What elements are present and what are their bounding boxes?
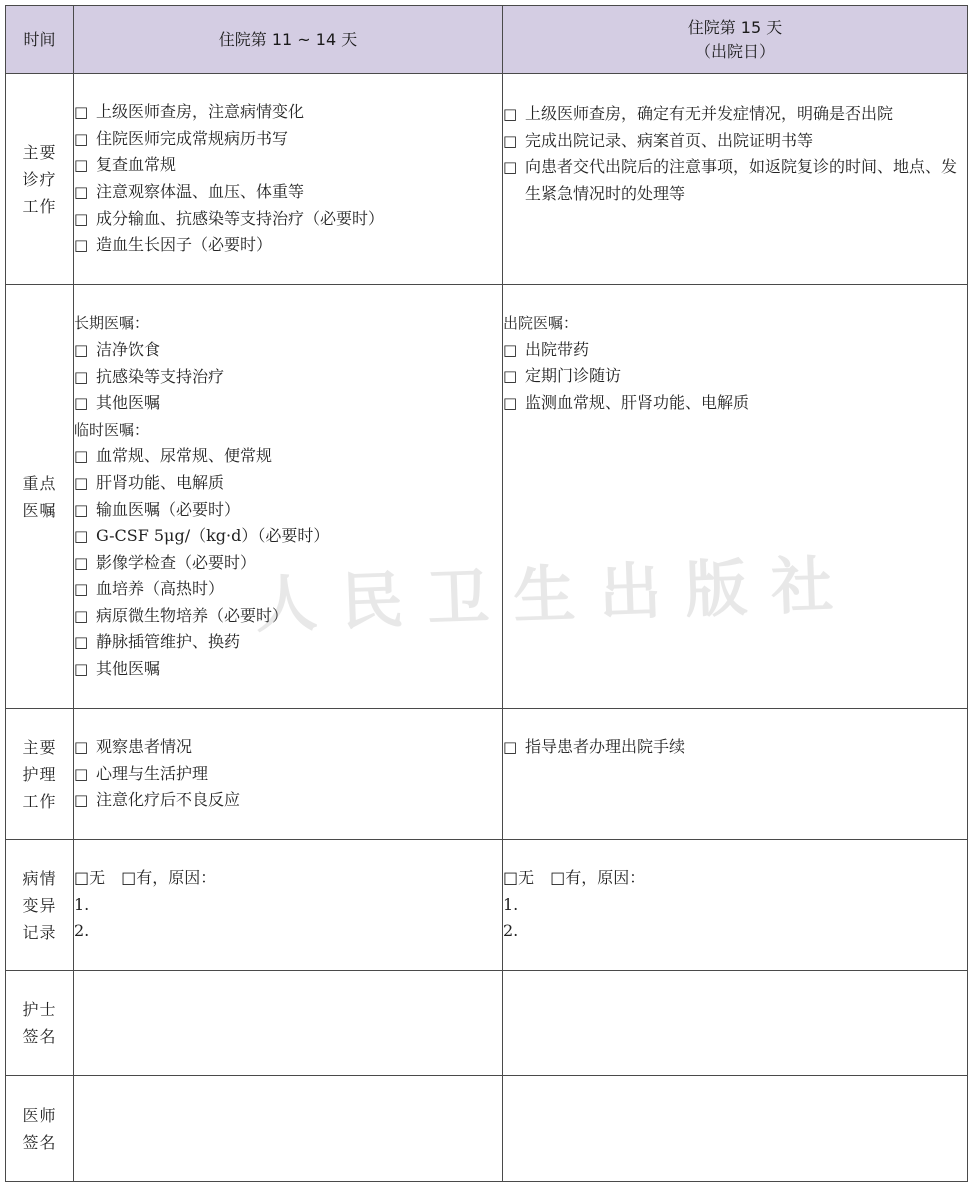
checkbox-item[interactable] [503,337,967,364]
checkbox-icon[interactable]: □ [74,633,89,652]
row-label-line: 护理 [22,764,57,784]
checkbox-label: 观察患者情况 [96,737,193,757]
checkbox-label: 输血医嘱（必要时） [96,499,241,519]
checkbox-icon[interactable]: □ [74,580,89,599]
checkbox-label: 定期门诊随访 [525,366,622,386]
row-main-diagnosis-work [6,74,968,285]
checkbox-item[interactable] [74,337,502,364]
checkbox-item[interactable] [74,603,502,630]
variation-reason-2[interactable]: 2. [74,921,90,941]
row-label-line: 重点 [22,473,57,493]
checkbox-icon[interactable]: □ [503,738,518,756]
checkbox-icon[interactable]: □ [74,473,89,492]
checkbox-icon[interactable]: □ [74,553,89,572]
checkbox-label: 指导患者办理出院手续 [525,737,686,756]
checkbox-label: 洁净饮食 [96,339,161,359]
checkbox-label: 其他医嘱 [96,393,161,413]
checkbox-icon[interactable]: □ [74,738,89,757]
checkbox-icon[interactable]: □ [74,367,89,386]
checkbox-icon[interactable]: □ [74,660,89,679]
checkbox-label: 完成出院记录、病案首页、出院证明书等 [525,130,814,150]
checkbox-icon[interactable]: □ [74,183,89,201]
checkbox-label: 肝肾功能、电解质 [96,472,225,492]
checkbox-icon[interactable]: □ [74,764,89,783]
checkbox-icon[interactable]: □ [74,394,89,413]
checkbox-label: 成分输血、抗感染等支持治疗（必要时） [96,208,385,228]
checkbox-label: 监测血常规、肝肾功能、电解质 [525,392,750,412]
checkbox-label: 血培养（高热时） [96,579,225,599]
checkbox-item[interactable] [74,152,502,179]
checkbox-label: 心理与生活护理 [96,763,209,783]
row-label-line: 病情 [22,868,57,888]
checkbox-item[interactable] [74,550,502,577]
checkbox-item[interactable] [503,363,967,390]
checkbox-icon[interactable]: □ [503,158,518,177]
header-day-15 [503,6,968,74]
checkbox-label: 血常规、尿常规、便常规 [96,446,273,466]
variation-options[interactable]: □无 □有，原因： [503,868,646,888]
publisher-watermark: 人民卫生出版社 [254,547,859,642]
cell-day-11-14 [74,285,503,709]
row-doctor-signature [6,1076,968,1182]
temporary-orders-heading: 临时医嘱： [74,420,150,439]
row-label [6,74,74,285]
row-label-line: 主要 [22,737,57,757]
checkbox-label: G-CSF 5μg/（kg·d）（必要时） [96,526,330,546]
variation-reason-2[interactable]: 2. [503,921,519,941]
checkbox-item[interactable] [74,523,502,550]
checkbox-item[interactable] [503,128,967,155]
row-label-line: 工作 [22,791,57,811]
checkbox-icon[interactable]: □ [503,105,518,123]
checkbox-icon[interactable]: □ [503,131,518,150]
checkbox-item[interactable] [74,232,502,259]
checkbox-label: 上级医师查房，确定有无并发症情况，明确是否出院 [525,104,894,123]
checkbox-item[interactable] [74,126,502,153]
checkbox-icon[interactable]: □ [74,527,89,546]
long-term-orders-heading: 长期医嘱： [74,314,150,333]
cell-day-15 [503,285,968,709]
cell-day-11-14 [74,74,503,285]
discharge-orders-heading: 出院医嘱： [503,314,579,332]
checkbox-icon[interactable]: □ [74,447,89,466]
checkbox-label: 抗感染等支持治疗 [96,366,225,386]
row-label-line: 变异 [22,895,57,915]
checkbox-icon[interactable]: □ [74,606,89,625]
doctor-signature-day-11-14[interactable] [74,1076,503,1182]
checkbox-icon[interactable]: □ [74,209,89,228]
doctor-signature-day-15[interactable] [503,1076,968,1182]
row-label [6,709,74,840]
row-label-line: 工作 [22,196,57,216]
checkbox-item[interactable] [503,154,967,207]
checkbox-label: 病原微生物培养（必要时） [96,605,289,625]
row-main-nursing-work [6,709,968,840]
header-day-11-14: 住院第 11 ~ 14 天 [74,6,503,74]
checkbox-item[interactable] [74,497,502,524]
header-day-15-subtitle: （出院日） [694,41,775,61]
checkbox-label: 注意观察体温、血压、体重等 [96,182,305,201]
row-label-line: 护士 [22,1000,57,1019]
checkbox-label: 影像学检查（必要时） [96,552,257,572]
cell-day-11-14[interactable] [74,840,503,971]
header-time: 时间 [6,6,74,74]
checkbox-item[interactable] [503,734,967,761]
row-key-orders [6,285,968,709]
checkbox-item[interactable] [74,443,502,470]
checkbox-icon[interactable]: □ [503,367,518,386]
checkbox-item[interactable] [503,390,967,417]
cell-day-11-14 [74,709,503,840]
checkbox-label: 上级医师查房，注意病情变化 [96,102,305,122]
cell-day-15[interactable] [503,840,968,971]
checkbox-icon[interactable]: □ [74,791,89,810]
checkbox-item[interactable] [74,761,502,788]
nurse-signature-day-11-14[interactable] [74,971,503,1076]
cell-day-15 [503,709,968,840]
row-label-line: 记录 [22,922,57,942]
variation-options[interactable]: □无 □有，原因： [74,868,217,888]
checkbox-icon[interactable]: □ [74,103,89,122]
checkbox-item[interactable] [74,576,502,603]
row-variation-record [6,840,968,971]
row-label-line: 医师 [22,1105,57,1125]
checkbox-item[interactable] [74,629,502,656]
checkbox-item[interactable] [74,656,502,683]
checkbox-label: 造血生长因子（必要时） [96,235,273,255]
row-label-line: 签名 [22,1132,57,1152]
nurse-signature-day-15[interactable] [503,971,968,1076]
row-label [6,971,74,1076]
row-label [6,840,74,971]
checkbox-icon[interactable]: □ [503,393,518,412]
header-day-15-title: 住院第 15 天 [687,17,783,37]
header-row [6,6,968,74]
checkbox-icon[interactable]: □ [74,156,89,175]
checkbox-item[interactable] [74,364,502,391]
checkbox-icon[interactable]: □ [74,236,89,255]
checkbox-icon[interactable]: □ [74,500,89,519]
checkbox-label: 出院带药 [525,339,590,359]
row-label-line: 医嘱 [22,500,57,520]
cell-day-15 [503,74,968,285]
checkbox-item[interactable] [74,179,502,206]
checkbox-item[interactable] [503,101,967,128]
clinical-pathway-table [5,5,968,1182]
checkbox-item[interactable] [74,99,502,126]
checkbox-label: 向患者交代出院后的注意事项，如返院复诊的时间、地点、发生紧急情况时的处理等 [525,157,958,203]
row-label [6,1076,74,1182]
checkbox-icon[interactable]: □ [74,129,89,148]
row-label-line: 主要 [22,142,57,162]
checkbox-label: 其他医嘱 [96,659,161,679]
checkbox-item[interactable] [74,390,502,417]
checkbox-item[interactable] [74,787,502,814]
checkbox-icon[interactable]: □ [74,340,89,359]
row-nurse-signature [6,971,968,1076]
checkbox-label: 静脉插管维护、换药 [96,632,241,652]
variation-reason-1[interactable]: 1. [503,894,519,914]
variation-reason-1[interactable]: 1. [74,894,90,914]
checkbox-item[interactable] [74,734,502,761]
checkbox-label: 住院医师完成常规病历书写 [96,128,289,148]
checkbox-label: 复查血常规 [96,155,177,175]
checkbox-item[interactable] [74,470,502,497]
row-label [6,285,74,709]
checkbox-icon[interactable]: □ [503,340,518,359]
checkbox-item[interactable] [74,206,502,233]
checkbox-label: 注意化疗后不良反应 [96,790,241,810]
row-label-line: 签名 [22,1027,57,1046]
row-label-line: 诊疗 [22,169,57,189]
